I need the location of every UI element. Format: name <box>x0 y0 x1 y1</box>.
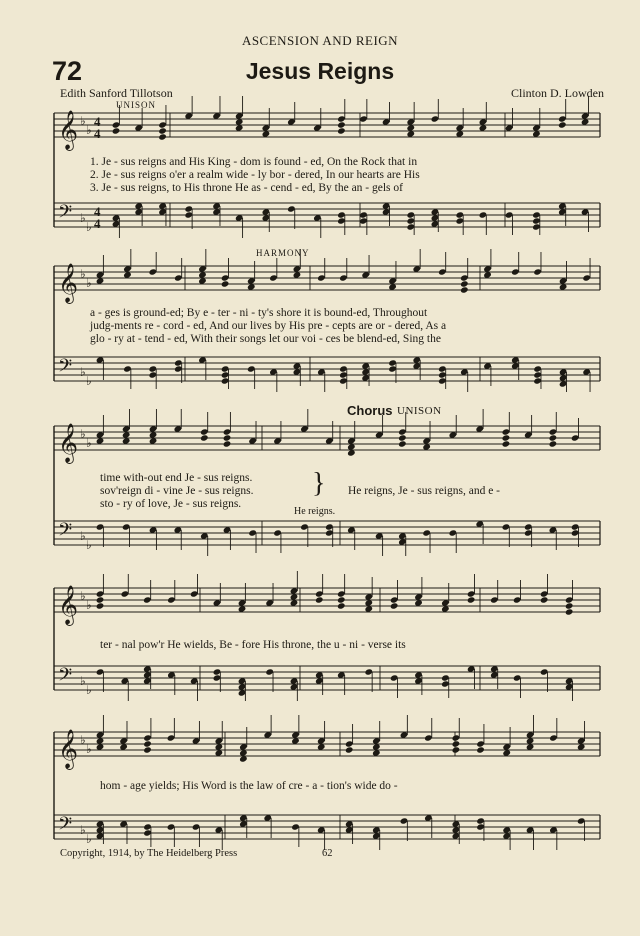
lyric-line: 3. Je - sus reigns, to His throne He as - cend - ed, By the an - gels of <box>90 182 403 194</box>
note-head <box>502 434 511 441</box>
author-credit: Edith Sanford Tillotson <box>60 86 173 100</box>
note-head <box>549 434 558 441</box>
he-reigns-cue: He reigns. <box>294 506 336 517</box>
lyric-line: 2. Je - sus reigns o'er a realm wide - ly bor - dered, In our hearts are His <box>90 169 420 181</box>
flat-sign-icon: ♭ <box>86 832 92 846</box>
treble-clef-icon: 𝄞 <box>58 423 79 463</box>
note-head <box>223 440 232 447</box>
chorus-label: Chorus <box>347 403 393 418</box>
flat-sign-icon: ♭ <box>80 267 86 281</box>
note-head <box>337 602 346 609</box>
note-head <box>143 740 152 747</box>
note-head <box>467 596 476 603</box>
time-signature: 4 <box>94 114 101 129</box>
note-head <box>549 440 558 447</box>
hymn-title: Jesus Reigns <box>245 58 395 84</box>
unison-mark: UNISON <box>116 100 157 110</box>
lyric-line: hom - age yields; His Word is the law of cre - a - tion's wide do - <box>100 780 398 792</box>
flat-sign-icon: ♭ <box>86 683 92 697</box>
flat-sign-icon: ♭ <box>86 538 92 552</box>
flat-sign-icon: ♭ <box>80 114 86 128</box>
unison-mark-2: UNISON <box>397 405 442 417</box>
note-head <box>221 280 230 287</box>
time-signature: 4 <box>94 216 101 231</box>
note-head <box>223 434 232 441</box>
note-head <box>200 434 209 441</box>
verse-brace: } <box>312 468 326 499</box>
treble-clef-icon: 𝄞 <box>58 110 79 150</box>
lyric-line: sov'reign di - vine Je - sus reigns. <box>100 485 254 497</box>
note-head <box>460 286 469 293</box>
lyric-line: 1. Je - sus reigns and His King - dom is found - ed, On the Rock that in <box>90 156 418 168</box>
lyric-line: ter - nal pow'r He wields, Be - fore His throne, the u - ni - verse its <box>100 639 406 651</box>
treble-clef-icon: 𝄞 <box>58 263 79 303</box>
note-head <box>96 602 105 609</box>
note-head <box>558 121 567 128</box>
lyric-line: time with-out end Je - sus reigns. <box>100 472 253 484</box>
note-head <box>565 608 574 615</box>
note-head <box>502 440 511 447</box>
flat-sign-icon: ♭ <box>80 365 86 379</box>
flat-sign-icon: ♭ <box>86 374 92 388</box>
page-number: 62 <box>322 848 333 859</box>
note-head <box>337 596 346 603</box>
note-head <box>143 746 152 753</box>
flat-sign-icon: ♭ <box>80 733 86 747</box>
note-head <box>390 602 399 609</box>
bass-clef-icon: 𝄢 <box>58 356 73 381</box>
flat-sign-icon: ♭ <box>86 742 92 756</box>
note-head <box>452 740 461 747</box>
bass-clef-icon: 𝄢 <box>58 814 73 839</box>
lyric-line: sto - ry of love, Je - sus reigns. <box>100 498 242 510</box>
note-head <box>398 440 407 447</box>
note-head <box>476 746 485 753</box>
hymn-number: 72 <box>52 56 83 86</box>
treble-clef-icon: 𝄞 <box>58 729 79 769</box>
flat-sign-icon: ♭ <box>86 276 92 290</box>
flat-sign-icon: ♭ <box>80 529 86 543</box>
note-head <box>345 746 354 753</box>
harmony-mark: HARMONY <box>256 248 310 258</box>
flat-sign-icon: ♭ <box>80 211 86 225</box>
note-head <box>540 596 549 603</box>
lyric-line: glo - ry at - tend - ed, With their songs let our voi - ces be blend-ed, Sing the <box>90 333 441 345</box>
flat-sign-icon: ♭ <box>86 123 92 137</box>
time-signature: 4 <box>94 204 101 219</box>
section-heading: ASCENSION AND REIGN <box>241 33 399 48</box>
bass-clef-icon: 𝄢 <box>58 520 73 545</box>
treble-clef-icon: 𝄞 <box>58 585 79 625</box>
note-head <box>337 127 346 134</box>
note-head <box>398 434 407 441</box>
flat-sign-icon: ♭ <box>80 589 86 603</box>
flat-sign-icon: ♭ <box>86 436 92 450</box>
note-head <box>315 596 324 603</box>
lyric-line: a - ges is ground-ed; By e - ter - ni - ty's shore it is bound-ed, Throughout <box>90 307 428 319</box>
bass-clef-icon: 𝄢 <box>58 665 73 690</box>
note-head <box>565 602 574 609</box>
note-head <box>452 746 461 753</box>
flat-sign-icon: ♭ <box>86 598 92 612</box>
note-head <box>112 127 121 134</box>
flat-sign-icon: ♭ <box>80 674 86 688</box>
note-head <box>158 133 167 140</box>
copyright-notice: Copyright, 1914, by The Heidelberg Press <box>60 848 238 859</box>
time-signature: 4 <box>94 126 101 141</box>
composer-credit: Clinton D. Lowden <box>511 86 604 100</box>
chorus-lyric: He reigns, Je - sus reigns, and e - <box>348 485 501 497</box>
note-head <box>158 127 167 134</box>
lyric-line: judg-ments re - cord - ed, And our lives by His pre - cepts are or - dered, As a <box>90 320 447 332</box>
note-head <box>337 121 346 128</box>
note-head <box>96 596 105 603</box>
bass-clef-icon: 𝄢 <box>58 202 73 227</box>
flat-sign-icon: ♭ <box>80 427 86 441</box>
note-head <box>460 280 469 287</box>
flat-sign-icon: ♭ <box>86 220 92 234</box>
flat-sign-icon: ♭ <box>80 823 86 837</box>
